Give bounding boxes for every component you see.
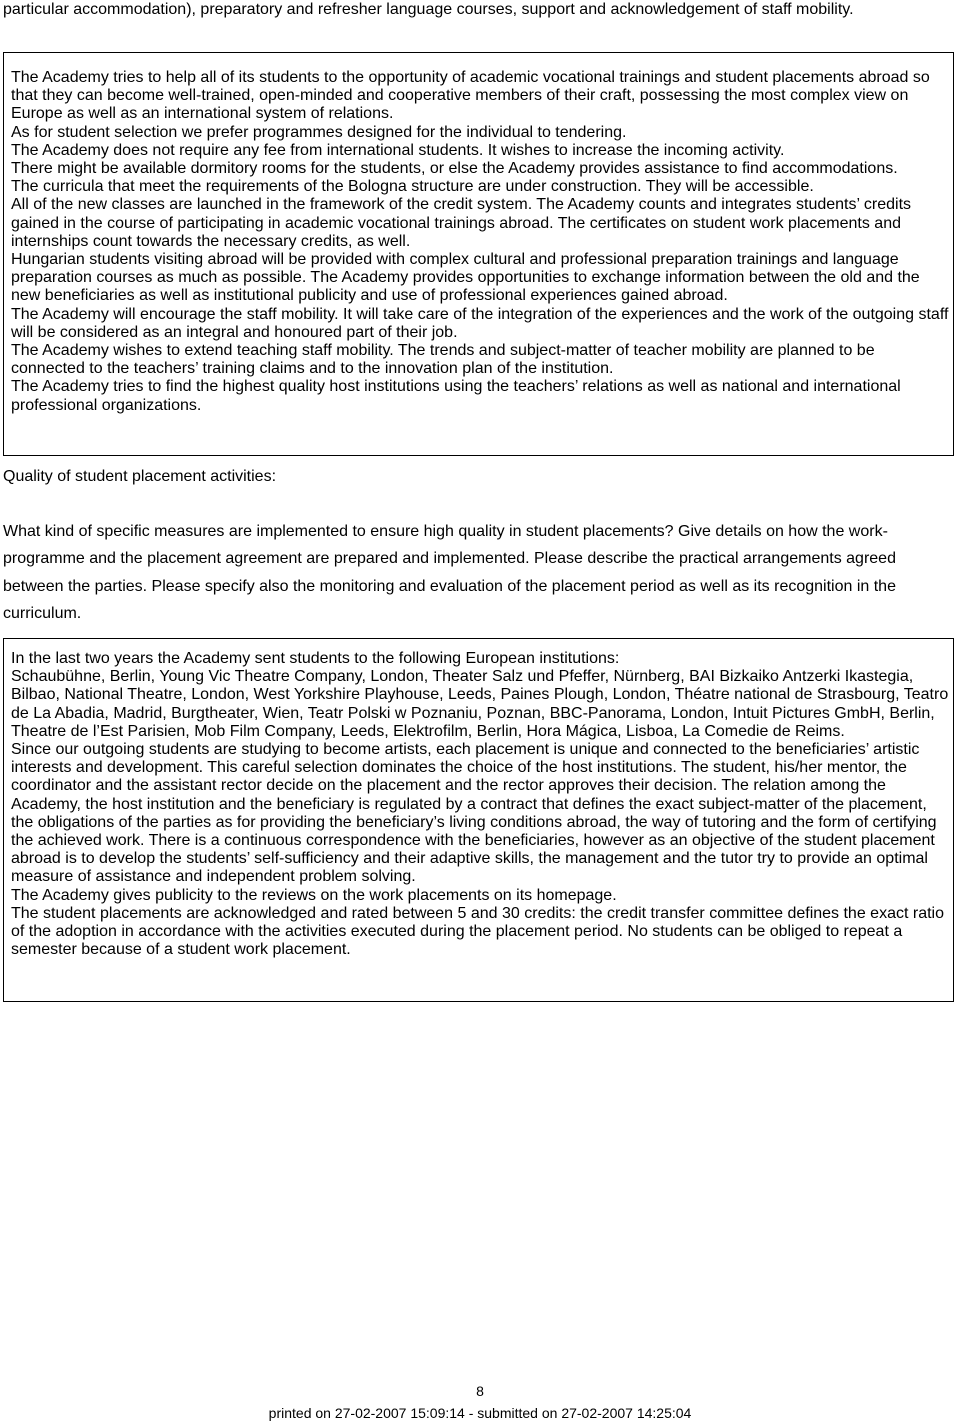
footer-timestamp: printed on 27-02-2007 15:09:14 - submitted on 27-02-2007 14:25:04 [268, 1405, 692, 1421]
paragraph: As for student selection we prefer programmes designed for the individual to tendering. [11, 123, 627, 141]
page-number: 8 [476, 1383, 484, 1399]
paragraph: Schaubühne, Berlin, Young Vic Theatre Company, London, Theater Salz und Pfeffer, Nürnberg, BAI Bizkaiko Antzerki Ikastegia, Bilbao, National Theatre, London, West Yorkshire Playhouse, Leeds, Paines Plough, London, Théatre national de Strasbourg, Teatro de La Abadia, Madrid, Burgtheater, Wien, Teatr Polski w Poznaniu, Poznan, BBC-Panorama, London, Intuit Pictures GmbH, Berlin, Theatre de l’Est Parisien, Mob Film Company, Leeds, Elektrofilm, Berlin, Hora Mágica, Lisboa, La Comedie de Reims. [11, 668, 949, 740]
paragraph: The Academy does not require any fee from international students. It wishes to increase the incoming activity. [11, 141, 785, 159]
paragraph: The Academy gives publicity to the reviews on the work placements on its homepage. [11, 886, 617, 904]
section-heading: Quality of student placement activities: [3, 468, 277, 485]
paragraph: In the last two years the Academy sent students to the following European institutions: [11, 650, 620, 667]
paragraph: Since our outgoing students are studying to become artists, each placement is unique and connected to the beneficiaries’ artistic interests and development. This careful selection dominates the choice of the host institutions. The student, his/her mentor, the coordinator and the assistant rector decide on the placement and the rector approves their decision. The relation among the Academy, the host institution and the beneficiary is regulated by a contract that defines the exact subject-matter of the placement, the obligations of the parties as for providing the beneficiary’s living conditions abroad, the way of tutoring and the form of certifying the achieved work. There is a continuous correspondence with the beneficiaries, however as an objective of the student placement abroad is to develop the students’ self-sufficiency and their adaptive skills, the management and the tutor try to provide an optimal measure of assistance and independent problem solving. [11, 741, 937, 886]
paragraph: The Academy wishes to extend teaching staff mobility. The trends and subject-matter of teacher mobility are planned to be connected to the teachers’ training claims and to the innovation plan of the institution. [11, 342, 875, 378]
paragraph: The Academy tries to find the highest quality host institutions using the teachers’ relations as well as national and international professional organizations. [11, 378, 901, 414]
paragraph: Hungarian students visiting abroad will be provided with complex cultural and professional preparation trainings and language preparation courses as much as possible. The Academy provides opportunities to exchange information between the old and the new beneficiaries as well as institutional publicity and use of professional experiences gained abroad. [11, 251, 920, 305]
response-box-mobility [3, 52, 954, 456]
question-text: What kind of specific measures are implemented to ensure high quality in student placements? Give details on how the work-programme and the placement agreement are prepared and implemented. Please describe the practical arrangements agreed between the parties. Please specify also the monitoring and evaluation of the placement period as well as its recognition in the curriculum. [3, 523, 896, 623]
paragraph: The curricula that meet the requirements of the Bologna structure are under construction. They will be accessible. [11, 178, 814, 196]
paragraph: All of the new classes are launched in the framework of the credit system. The Academy counts and integrates students’ credits gained in the course of participating in academic vocational trainings abroad. The certificates on student work placements and internships count towards the necessary credits, as well. [11, 196, 912, 250]
continuation-text: particular accommodation), preparatory and refresher language courses, support and acknowledgement of staff mobility. [3, 1, 854, 18]
paragraph: The Academy will encourage the staff mobility. It will take care of the integration of the experiences and the work of the outgoing staff will be considered as an integral and honoured part of their job. [11, 305, 949, 341]
paragraph: There might be available dormitory rooms for the students, or else the Academy provides assistance to find accommodations. [11, 160, 898, 178]
response-box-placement-quality [3, 638, 954, 1002]
paragraph: The student placements are acknowledged and rated between 5 and 30 credits: the credit transfer committee defines the exact ratio of the adoption in accordance with the activities executed during the placement period. No students can be obliged to repeat a semester because of a student work placement. [11, 904, 944, 959]
paragraph: The Academy tries to help all of its students to the opportunity of academic vocational trainings and student placements abroad so that they can become well-trained, open-minded and cooperative members of their craft, possessing the most complex view on Europe as well as an international system of relations. [11, 69, 930, 123]
